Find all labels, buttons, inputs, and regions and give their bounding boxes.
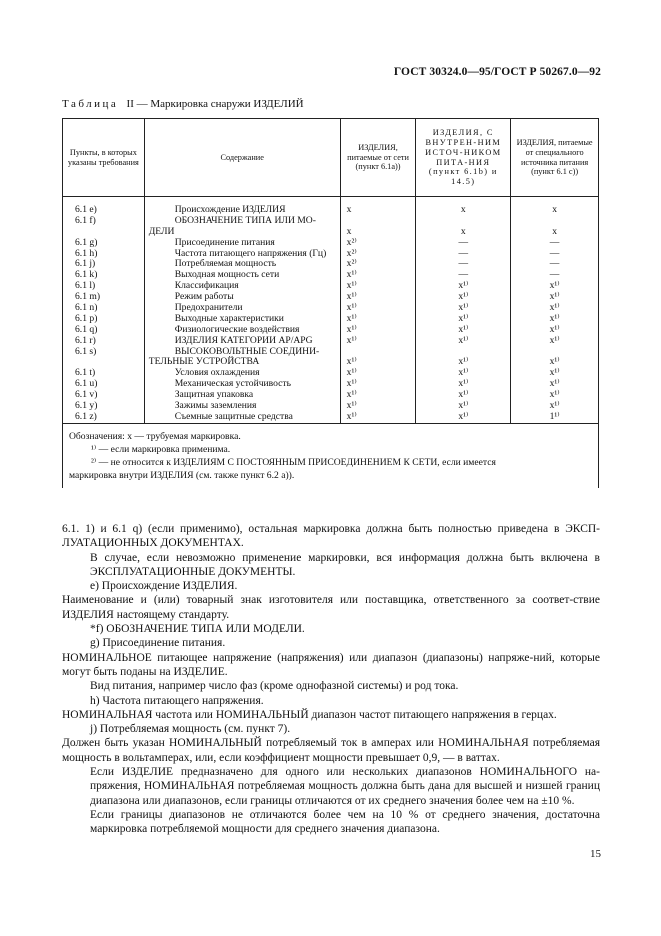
paragraph: НОМИНАЛЬНОЕ питающее напряжение (напряжения) или диапазон (диапазоны) напряже-ний, которые могут быть поданы на ИЗДЕЛИЕ. bbox=[62, 651, 600, 678]
paragraph: 6.1. 1) и 6.1 q) (если применимо), остальная маркировка должна быть полностью приведена в ЭКСП-ЛУАТАЦИОННЫХ ДОКУМЕНТАХ. bbox=[62, 523, 600, 550]
content-column bbox=[144, 197, 340, 424]
clause-cell: 6.1 s) bbox=[75, 345, 97, 357]
mark-cell: — bbox=[458, 247, 469, 259]
body-text bbox=[62, 522, 600, 837]
mark-cell: x¹⁾ bbox=[458, 378, 469, 390]
mark-cell: x¹⁾ bbox=[458, 291, 469, 303]
special-column bbox=[511, 197, 599, 424]
col-header-content: Содержание bbox=[144, 119, 340, 197]
mark-cell: x¹⁾ bbox=[549, 280, 560, 292]
clause-cell: 6.1 y) bbox=[75, 400, 98, 412]
mark-cell: x bbox=[460, 204, 466, 215]
mark-cell bbox=[341, 216, 416, 227]
clause-cell: 6.1 u) bbox=[75, 378, 98, 390]
col-header-internal: ИЗДЕЛИЯ, С ВНУТРЕН-НИМ ИСТОЧ-НИКОМ ПИТА-НИЯ (пункт 6.1b) и 14.5) bbox=[416, 119, 511, 197]
mark-cell: — bbox=[549, 236, 560, 248]
mark-cell: — bbox=[549, 247, 560, 259]
paragraph: В случае, если невозможно применение маркировки, вся информация должна быть включена в ЭКСПЛУАТАЦИОННЫЕ ДОКУМЕНТЫ. bbox=[90, 551, 600, 578]
paragraph: Наименование и (или) товарный знак изготовителя или поставщика, ответственного за соответ-ствие ИЗДЕЛИЯ настоящему стандарту. bbox=[62, 594, 600, 621]
table-caption bbox=[62, 98, 304, 110]
mark-cell: x¹⁾ bbox=[346, 356, 357, 368]
content-cell: Выходная мощность сети bbox=[174, 269, 280, 281]
clause-cell: 6.1 g) bbox=[75, 236, 98, 248]
mark-cell: x bbox=[552, 204, 557, 215]
mark-cell: — bbox=[458, 269, 469, 281]
content-cell: Потребляемая мощность bbox=[174, 258, 277, 270]
table-body bbox=[63, 197, 599, 424]
clause-column bbox=[63, 197, 145, 424]
content-cell: Режим работы bbox=[174, 291, 234, 303]
content-cell: Механическая устойчивость bbox=[174, 378, 291, 390]
table-caption-label: Таблица bbox=[62, 98, 119, 110]
mark-cell: x²⁾ bbox=[346, 236, 357, 248]
marking-table bbox=[62, 118, 599, 488]
mark-cell: x¹⁾ bbox=[458, 400, 469, 412]
paragraph: e) Происхождение ИЗДЕЛИЯ. bbox=[90, 580, 238, 593]
mark-cell: x¹⁾ bbox=[346, 378, 357, 390]
mark-cell: x bbox=[346, 204, 352, 215]
mark-cell: x¹⁾ bbox=[458, 334, 469, 346]
mark-cell: x¹⁾ bbox=[346, 269, 357, 281]
mark-cell: x¹⁾ bbox=[346, 312, 357, 324]
clause-cell: 6.1 q) bbox=[75, 323, 98, 335]
content-cell: Физиологические воздействия bbox=[174, 323, 300, 335]
note-2: ²⁾ — не относится к ИЗДЕЛИЯМ С ПОСТОЯННЫМ ПРИСОЕДИНЕНИЕМ К СЕТИ, если имеется bbox=[91, 456, 496, 468]
content-cell: Частота питающего напряжения (Гц) bbox=[174, 247, 327, 259]
clause-cell: 6.1 e) bbox=[75, 204, 97, 215]
table-notes bbox=[63, 423, 599, 488]
col-header-clause: Пункты, в которых указаны требования bbox=[63, 119, 145, 197]
mark-cell: — bbox=[549, 258, 560, 270]
mark-cell: x¹⁾ bbox=[549, 312, 560, 324]
mark-cell: x¹⁾ bbox=[549, 291, 560, 303]
clause-cell: 6.1 t) bbox=[75, 367, 96, 379]
mark-cell: — bbox=[458, 258, 469, 270]
internal-column bbox=[416, 197, 511, 424]
content-cell: ИЗДЕЛИЯ КАТЕГОРИИ AP/APG bbox=[174, 334, 313, 346]
paragraph: j) Потребляемая мощность (см. пункт 7). bbox=[90, 723, 291, 736]
mark-cell: x²⁾ bbox=[346, 247, 357, 259]
mark-cell: — bbox=[458, 236, 469, 248]
mark-cell: x¹⁾ bbox=[549, 334, 560, 346]
mark-cell: x¹⁾ bbox=[458, 389, 469, 401]
mark-cell: x¹⁾ bbox=[346, 291, 357, 303]
mark-cell: x bbox=[552, 225, 557, 237]
paragraph: Вид питания, например число фаз (кроме однофазной системы) и род тока. bbox=[90, 680, 459, 693]
clause-cell: 6.1 k) bbox=[75, 269, 98, 281]
clause-cell: 6.1 n) bbox=[75, 302, 98, 314]
mark-cell: x¹⁾ bbox=[458, 356, 469, 368]
note-1: ¹⁾ — если маркировка применима. bbox=[91, 443, 231, 455]
content-cell: Съемные защитные средства bbox=[174, 410, 293, 422]
note-2-cont: маркировка внутри ИЗДЕЛИЯ (см. также пункт 6.2 а)). bbox=[69, 469, 295, 481]
paragraph: g) Присоединение питания. bbox=[90, 637, 226, 650]
mark-cell: x¹⁾ bbox=[346, 323, 357, 335]
content-cell: ОБОЗНАЧЕНИЕ ТИПА ИЛИ МО- bbox=[174, 214, 316, 226]
content-cell: Зажимы заземления bbox=[174, 400, 257, 412]
clause-cell: 6.1 h) bbox=[75, 247, 98, 259]
col-header-mains: ИЗДЕЛИЯ, питаемые от сети (пункт 6.1a)) bbox=[340, 119, 416, 197]
mark-cell: x¹⁾ bbox=[458, 280, 469, 292]
mark-cell: x¹⁾ bbox=[549, 356, 560, 368]
document-header: ГОСТ 30324.0—95/ГОСТ Р 50267.0—92 bbox=[393, 66, 601, 78]
mark-cell: x¹⁾ bbox=[346, 389, 357, 401]
mark-cell: x¹⁾ bbox=[346, 302, 357, 314]
clause-cell: 6.1 j) bbox=[75, 258, 96, 270]
content-cell: Присоединение питания bbox=[174, 236, 275, 248]
mark-cell: x¹⁾ bbox=[346, 367, 357, 379]
mark-cell: x¹⁾ bbox=[549, 302, 560, 314]
mark-cell: x bbox=[460, 225, 466, 237]
clause-cell: 6.1 l) bbox=[75, 280, 96, 292]
mark-cell: x¹⁾ bbox=[458, 410, 469, 422]
mark-cell: x¹⁾ bbox=[346, 280, 357, 292]
table-header-row bbox=[63, 119, 599, 197]
mark-cell: x¹⁾ bbox=[346, 400, 357, 412]
mark-cell: x²⁾ bbox=[346, 258, 357, 270]
mark-cell: x¹⁾ bbox=[549, 389, 560, 401]
mark-cell: x bbox=[346, 225, 352, 237]
mains-column bbox=[340, 197, 416, 424]
paragraph: *f) ОБОЗНАЧЕНИЕ ТИПА ИЛИ МОДЕЛИ. bbox=[90, 623, 305, 636]
mark-cell: x¹⁾ bbox=[549, 400, 560, 412]
clause-cell: 6.1 r) bbox=[75, 334, 96, 346]
content-cell: Выходные характеристики bbox=[174, 312, 284, 324]
content-cell: Условия охлаждения bbox=[174, 367, 260, 379]
content-cell: ТЕЛЬНЫЕ УСТРОЙСТВА bbox=[148, 356, 260, 368]
content-cell: Происхождение ИЗДЕЛИЯ bbox=[174, 204, 286, 215]
mark-cell: x¹⁾ bbox=[458, 323, 469, 335]
note-legend: Обозначения: x — трубуемая маркировка. bbox=[69, 430, 241, 442]
paragraph: h) Частота питающего напряжения. bbox=[90, 694, 264, 707]
mark-cell: x¹⁾ bbox=[458, 367, 469, 379]
paragraph: Если ИЗДЕЛИЕ предназначено для одного или нескольких диапазонов НОМИНАЛЬНОГО на-пряжения, НОМИНАЛЬНАЯ потребляемая мощность должна быть дана для высшей и низшей границ диапазона или диапазонов, если границы отличаются от их среднего значения более чем на ±10 %. bbox=[90, 766, 600, 807]
mark-cell: x¹⁾ bbox=[458, 302, 469, 314]
mark-cell: x¹⁾ bbox=[549, 378, 560, 390]
mark-cell: — bbox=[549, 269, 560, 281]
paragraph: Должен быть указан НОМИНАЛЬНЫЙ потребляемый ток в амперах или НОМИНАЛЬНАЯ потребляемая мощность в вольтамперах, или, если коэффициент мощности превышает 0,9, — в ваттах. bbox=[62, 737, 600, 764]
paragraph: Если границы диапазонов не отличаются более чем на 10 % от среднего значения, достаточна маркировка потребляемой мощности для среднего значения диапазона. bbox=[90, 808, 600, 836]
page-number: 15 bbox=[590, 848, 601, 860]
mark-cell: 1¹⁾ bbox=[549, 410, 560, 422]
table-caption-title: II — Маркировка снаружи ИЗДЕЛИЙ bbox=[126, 98, 304, 110]
clause-cell: 6.1 v) bbox=[75, 389, 98, 401]
clause-cell: 6.1 m) bbox=[75, 291, 101, 303]
mark-cell: x¹⁾ bbox=[549, 367, 560, 379]
content-cell: ДЕЛИ bbox=[148, 225, 175, 237]
clause-cell: 6.1 z) bbox=[75, 410, 97, 422]
content-cell: Предохранители bbox=[174, 302, 243, 314]
col-header-special: ИЗДЕЛИЯ, питаемые от специального источника питания (пункт 6.1 c)) bbox=[511, 119, 599, 197]
content-cell: Защитная упаковка bbox=[174, 389, 254, 401]
content-cell: ВЫСОКОВОЛЬТНЫЕ СОЕДИНИ- bbox=[174, 345, 320, 357]
mark-cell: x¹⁾ bbox=[549, 323, 560, 335]
clause-cell: 6.1 p) bbox=[75, 312, 98, 324]
mark-cell: x¹⁾ bbox=[346, 334, 357, 346]
content-cell: Классификация bbox=[174, 280, 239, 292]
mark-cell: x¹⁾ bbox=[346, 410, 357, 422]
clause-cell: 6.1 f) bbox=[75, 214, 96, 226]
mark-cell: x¹⁾ bbox=[458, 312, 469, 324]
paragraph: НОМИНАЛЬНАЯ частота или НОМИНАЛЬНЫЙ диапазон частот питающего напряжения в герцах. bbox=[62, 708, 557, 721]
